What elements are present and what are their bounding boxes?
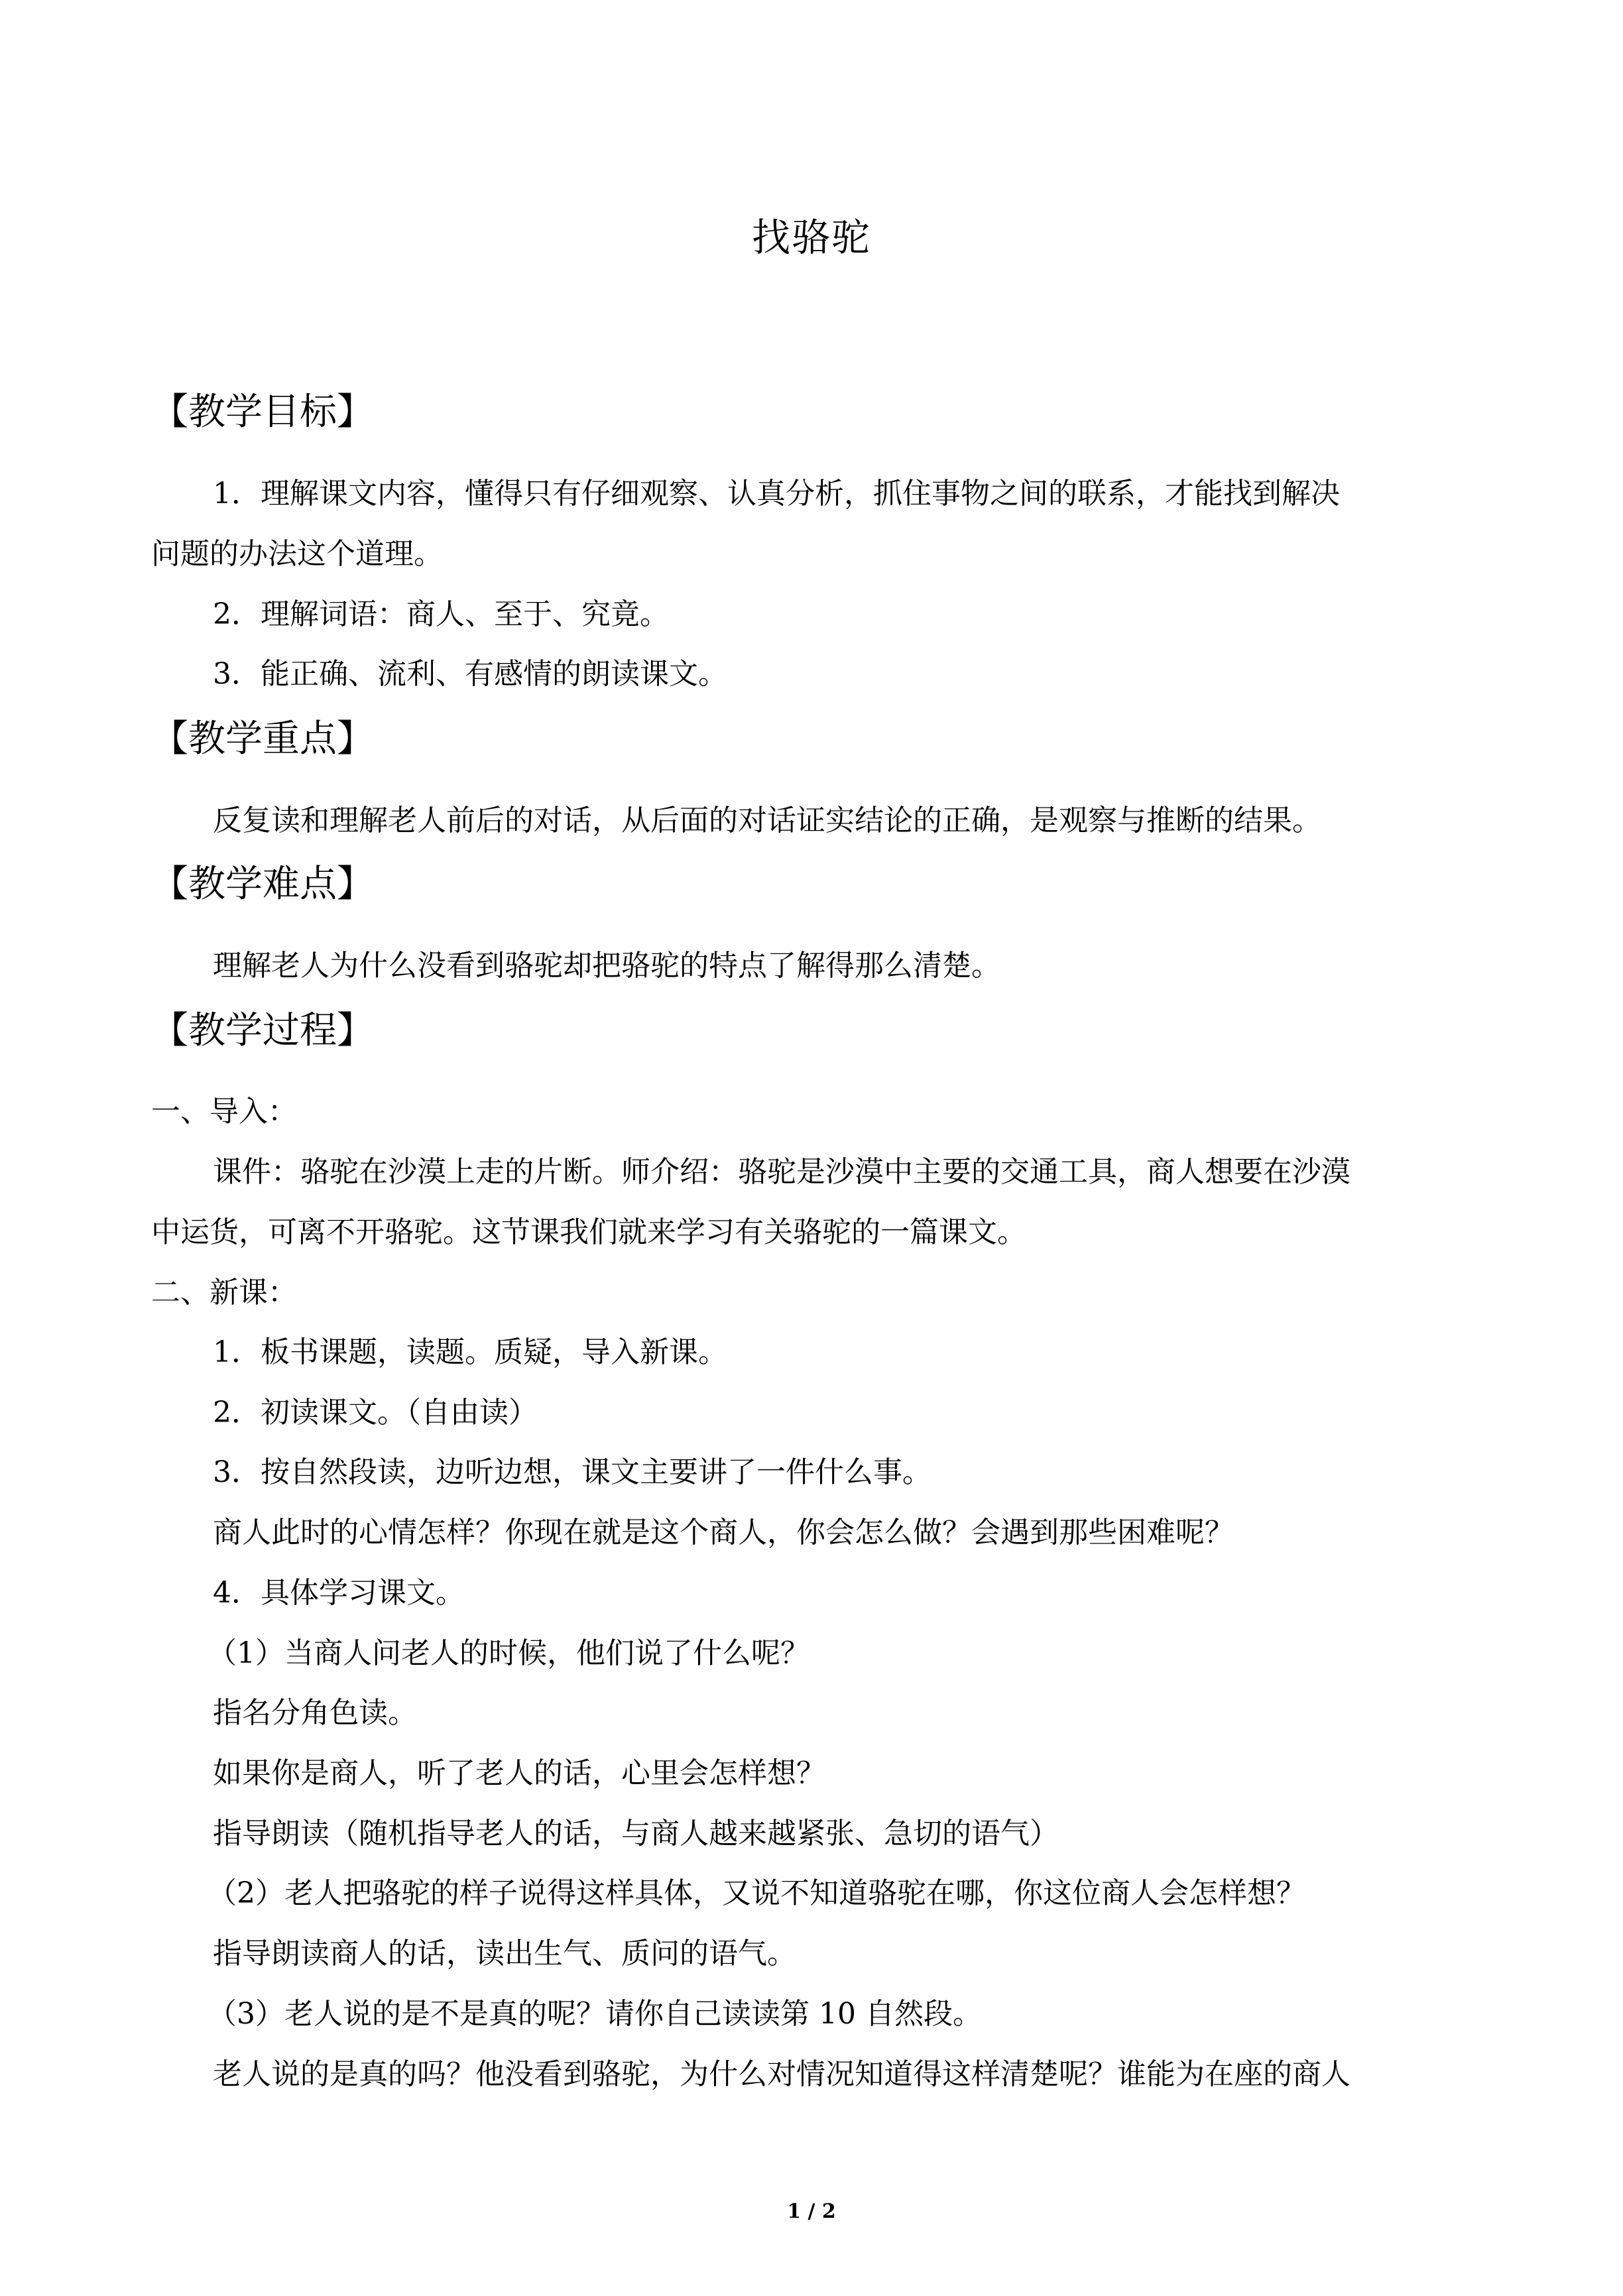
process-line-8: 如果你是商人，听了老人的话，心里会怎样想？ (213, 1756, 825, 1790)
process-part1-line-2: 中运货，可离不开骆驼。这节课我们就来学习有关骆驼的一篇课文。 (151, 1215, 1026, 1249)
objective-line-1: 1．理解课文内容，懂得只有仔细观察、认真分析，抓住事物之间的联系，才能找到解决 (213, 477, 1340, 511)
process-line-2: 2．初读课文。（自由读） (213, 1396, 538, 1429)
objective-line-3: 3．能正确、流利、有感情的朗读课文。 (213, 657, 727, 691)
heading-key-points: 【教学重点】 (151, 717, 374, 760)
page-title: 找骆驼 (751, 215, 871, 260)
process-line-4: 商人此时的心情怎样？你现在就是这个商人，你会怎么做？会遇到那些困难呢？ (213, 1516, 1234, 1549)
objective-line-1-cont: 问题的办法这个道理。 (151, 537, 443, 571)
process-line-9: 指导朗读（随机指导老人的话，与商人越来越紧张、急切的语气） (213, 1817, 1059, 1850)
key-points-text: 反复读和理解老人前后的对话，从后面的对话证实结论的正确，是观察与推断的结果。 (213, 804, 1321, 837)
process-line-3: 3．按自然段读，边听边想，课文主要讲了一件什么事。 (213, 1455, 932, 1489)
process-part2-title: 二、新课： (151, 1276, 297, 1309)
process-line-13: 老人说的是真的吗？他没看到骆驼，为什么对情况知道得这样清楚呢？谁能为在座的商人 (213, 2057, 1351, 2091)
process-part1-line-1: 课件：骆驼在沙漠上走的片断。师介绍：骆驼是沙漠中主要的交通工具，商人想要在沙漠 (213, 1155, 1351, 1189)
process-line-6: （1）当商人问老人的时候，他们说了什么呢？ (208, 1636, 810, 1670)
page-number: 1 / 2 (787, 2200, 836, 2223)
heading-difficulties: 【教学难点】 (151, 863, 374, 906)
process-line-1: 1．板书课题，读题。质疑，导入新课。 (213, 1335, 727, 1369)
process-part1-title: 一、导入： (151, 1095, 297, 1128)
difficulties-text: 理解老人为什么没看到骆驼却把骆驼的特点了解得那么清楚。 (213, 949, 1000, 983)
process-line-10: （2）老人把骆驼的样子说得这样具体，又说不知道骆驼在哪，你这位商人会怎样想？ (208, 1876, 1305, 1910)
process-line-11: 指导朗读商人的话，读出生气、质问的语气。 (213, 1937, 796, 1970)
process-line-7: 指名分角色读。 (213, 1696, 417, 1730)
heading-process: 【教学过程】 (151, 1009, 374, 1052)
objective-line-2: 2．理解词语：商人、至于、究竟。 (213, 597, 669, 631)
process-line-5: 4．具体学习课文。 (213, 1576, 465, 1610)
process-line-12: （3）老人说的是不是真的呢？请你自己读读第 10 自然段。 (208, 1997, 982, 2031)
heading-objectives: 【教学目标】 (151, 391, 374, 434)
